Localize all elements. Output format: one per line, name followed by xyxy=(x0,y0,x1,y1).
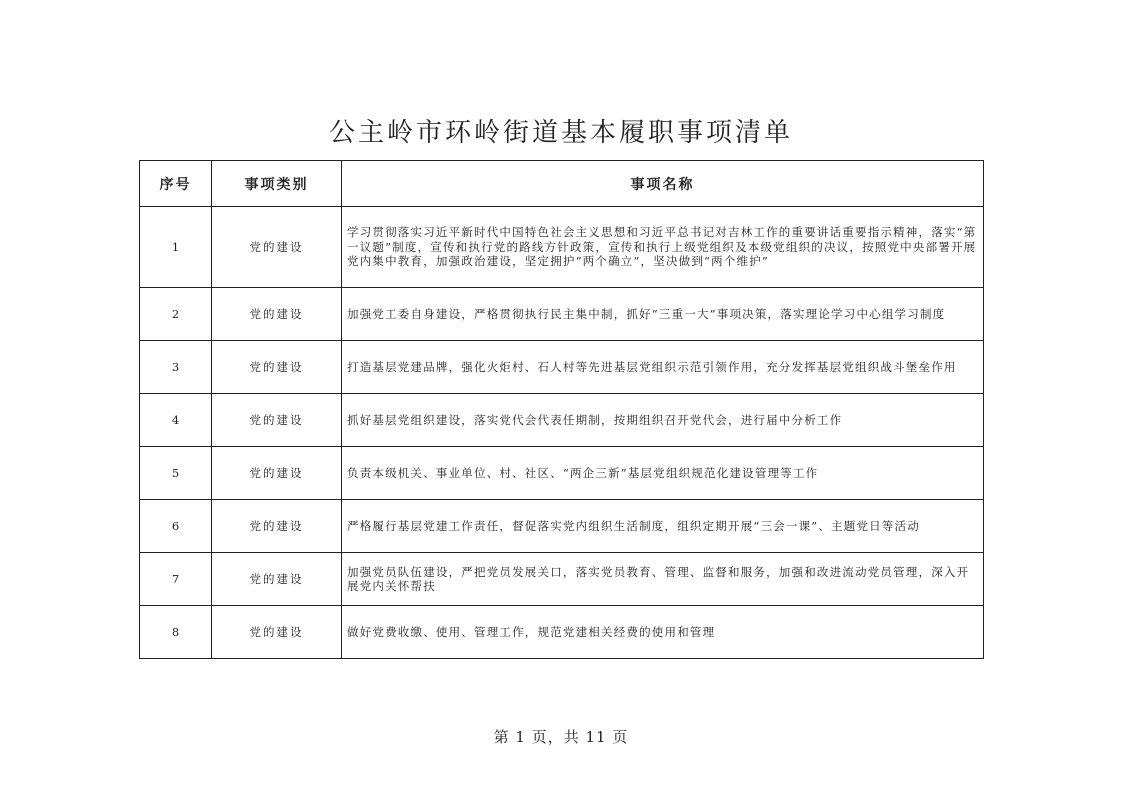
row-category: 党的建设 xyxy=(212,447,342,500)
row-name: 加强党工委自身建设，严格贯彻执行民主集中制，抓好“三重一大”事项决策，落实理论学习中心组学习制度 xyxy=(342,288,984,341)
header-name: 事项名称 xyxy=(342,161,984,207)
page-number-footer: 第 1 页，共 11 页 xyxy=(493,728,629,746)
row-category: 党的建设 xyxy=(212,207,342,288)
row-seq: 3 xyxy=(140,341,212,394)
row-category: 党的建设 xyxy=(212,341,342,394)
row-category: 党的建设 xyxy=(212,553,342,606)
table-header-row xyxy=(140,161,984,207)
header-category: 事项类别 xyxy=(212,161,342,207)
page-title: 公主岭市环岭街道基本履职事项清单 xyxy=(328,118,793,148)
table-row xyxy=(140,207,984,288)
header-seq: 序号 xyxy=(140,161,212,207)
row-category: 党的建设 xyxy=(212,288,342,341)
duty-list-table xyxy=(139,160,984,659)
row-category: 党的建设 xyxy=(212,394,342,447)
row-name: 打造基层党建品牌，强化火炬村、石人村等先进基层党组织示范引领作用，充分发挥基层党组织战斗堡垒作用 xyxy=(342,341,984,394)
row-seq: 4 xyxy=(140,394,212,447)
row-seq: 8 xyxy=(140,606,212,659)
row-name: 加强党员队伍建设，严把党员发展关口，落实党员教育、管理、监督和服务，加强和改进流动党员管理，深入开展党内关怀帮扶 xyxy=(342,553,984,606)
row-name: 负责本级机关、事业单位、村、社区、“两企三新”基层党组织规范化建设管理等工作 xyxy=(342,447,984,500)
table-row xyxy=(140,447,984,500)
row-name: 做好党费收缴、使用、管理工作，规范党建相关经费的使用和管理 xyxy=(342,606,984,659)
row-category: 党的建设 xyxy=(212,606,342,659)
row-name: 严格履行基层党建工作责任，督促落实党内组织生活制度，组织定期开展“三会一课”、主题党日等活动 xyxy=(342,500,984,553)
table-row xyxy=(140,606,984,659)
table-row xyxy=(140,553,984,606)
row-name: 抓好基层党组织建设，落实党代会代表任期制，按期组织召开党代会，进行届中分析工作 xyxy=(342,394,984,447)
row-seq: 7 xyxy=(140,553,212,606)
row-name: 学习贯彻落实习近平新时代中国特色社会主义思想和习近平总书记对吉林工作的重要讲话重要指示精神，落实“第一议题”制度，宣传和执行党的路线方针政策，宣传和执行上级党组织及本级党组织的决议，按照党中央部署开展党内集中教育，加强政治建设，坚定拥护“两个确立”，坚决做到“两个维护” xyxy=(342,207,984,288)
row-seq: 2 xyxy=(140,288,212,341)
table-row xyxy=(140,394,984,447)
table-row xyxy=(140,288,984,341)
row-category: 党的建设 xyxy=(212,500,342,553)
row-seq: 5 xyxy=(140,447,212,500)
row-seq: 1 xyxy=(140,207,212,288)
row-seq: 6 xyxy=(140,500,212,553)
table-row xyxy=(140,500,984,553)
table-row xyxy=(140,341,984,394)
